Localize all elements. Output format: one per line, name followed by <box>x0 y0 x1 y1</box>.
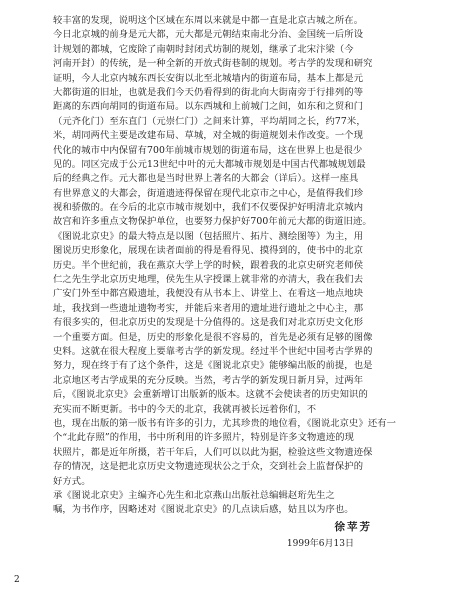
lines-line: 米，胡同两代主要是改建布局、草城，对全城的街道规划未作改变。一个现 <box>53 130 364 142</box>
main-paragraph <box>53 14 401 489</box>
lines-line: 好方式。 <box>53 475 91 487</box>
lines-line: 有世界意义的大都会，街道遗迹得保留在现代北京市之中心，是值得我们珍 <box>53 187 364 199</box>
lines-line: 今日北京城的前身是元大都，元大都是元朝结束南北分治、金国统一后所设 <box>53 29 364 41</box>
preface-date: 1999年6月13日 <box>286 539 354 549</box>
body-text <box>53 14 401 518</box>
lines-line: 广安门外至中都宫殿遗址，我便没有从书本上、讲堂上、在看这一地点地块 <box>53 288 364 300</box>
lines-line: 代化的城市中内保留有700年前城市规划的街道布局，这在世界上也是很少 <box>53 144 363 156</box>
closing-line: 承《图说北京史》主编齐心先生和北京燕山出版社总编辑赵珩先生之 <box>53 489 335 501</box>
lines-line: 较丰富的发现，说明这个区域在东周以来就是中都一直是北京古城之所在。 <box>53 15 364 26</box>
lines-line: 见的。同区完成于公元13世纪中叶的元大都城市规划是中国古代都城规划最 <box>53 158 366 170</box>
lines-line: 河南开封）的传统，是一种全新的开放式街巷制的规划。考古学的发现和研究 <box>53 58 373 70</box>
lines-line: 仁之先生学北京历史地理，侯先生从字授课上就非常的亦清大，我在我们去 <box>53 274 364 286</box>
lines-line: 址，我找到一些遗址遗物考实，并能后来者用的遗址进行遗址之中心主，那 <box>53 302 364 314</box>
lines-line: 图说历史形象化，展现在读者面前的得是看得见、摸得到的，使书中的北京 <box>53 245 364 257</box>
lines-line: 《图说北京史》的最大特点是以图（包括照片、拓片、测绘图等）为主，用 <box>53 230 364 242</box>
closing-paragraph <box>53 489 401 518</box>
lines-line: 努力，现在终于有了这个条件，这是《图说北京史》能够编出版的前提，也是 <box>53 360 373 372</box>
page-number: 2 <box>14 575 20 585</box>
lines-line: 计规划的都城，它废除了南朝时封闭式坊制的规划，继承了北宋汴梁（今 <box>53 43 354 55</box>
closing-line: 嘱，为书作序，因略述对《图说北京史》的几点读后感，姑且以为序也。 <box>53 504 354 516</box>
lines-line: 视和骄傲的。在今后的北京市城市规划中，我们不仅要保护好明清北京城内 <box>53 202 364 214</box>
lines-line: 状照片，都是近年所摄，若干年后，人们可以以此为据，检验这些文物遗迹保 <box>53 446 373 458</box>
author-signature: 徐苹芳 <box>334 521 372 533</box>
lines-line: 故宫和许多重点文物保护单位，也要努力保护好700年前元大都的街道旧迹。 <box>53 216 372 228</box>
lines-line: 大都街道的旧址，也就是我们今天仍看得到的街北向大街南旁于行排列的等 <box>53 86 364 98</box>
lines-line: 一个重要方面。但是，历史的形象化是很不容易的，首先是必须有足够的图像 <box>53 331 373 343</box>
lines-line: 历史。半个世纪前，我在燕京大学上学的时候，跟着我的北京史研究老师侯 <box>53 259 364 271</box>
lines-line: 后，《图说北京史》会重新增订出版新的版本。这就不会使读者的历史知识的 <box>53 389 368 401</box>
lines-line: 证明，今人北京内城东西长安街以北至北城墙内的街道布局，基本上都是元 <box>53 72 364 84</box>
lines-line: 也，现在出版的第一版书有许多的引力，尤其珍贵的地位看，《图说北京史》还有一 <box>53 417 397 429</box>
lines-line: 充实而不断更新。书中的今天的北京，我就再被长远着你们，不 <box>53 403 317 415</box>
lines-line: 个“北此存照”的作用，书中所利用的许多照片，特别是许多文物遗迹的现 <box>53 432 355 444</box>
lines-line: 有很多实的，但北京历史的发现是十分值得的。这是我们对北京历史文化形 <box>53 317 364 329</box>
lines-line: 北京地区考古学成果的充分反映。当然，考古学的新发现日新月异，过两年 <box>53 374 364 386</box>
lines-line: 史料。这就在很大程度上要靠考古学的新发现。经过半个世纪中国考古学界的 <box>53 345 373 357</box>
lines-line: 后的经典之作。元大都也是当时世界上著名的大都会（详后）。这样一座具 <box>53 173 359 185</box>
lines-line: 存的情况，这是把北京历史文物遗迹现状公之于众，交到社会上监督保护的 <box>53 461 364 473</box>
lines-line: 距离的东西向胡同的街道布局。以东西城和上前城门之间，如东和之贸和门 <box>53 101 364 113</box>
lines-line: （元齐化门）至东直门（元崇仁门）之间来计算，平均胡同之长，约77米， <box>53 115 366 127</box>
